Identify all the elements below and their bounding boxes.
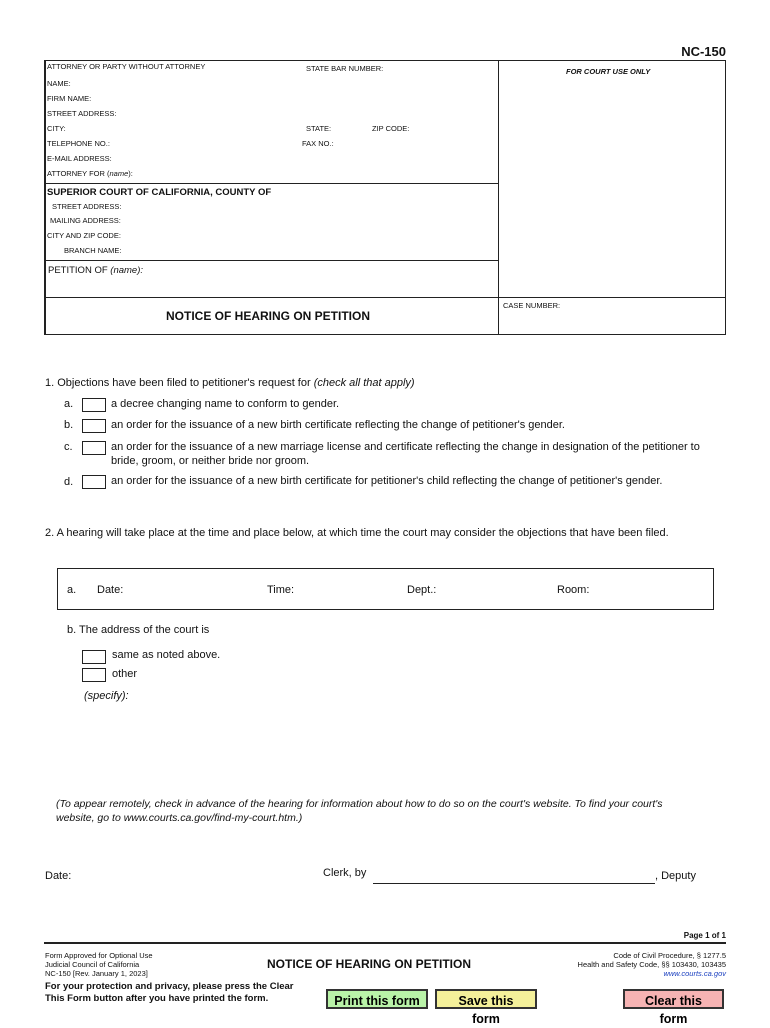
print-form-button[interactable]: Print this form (326, 989, 428, 1009)
header-right-border (725, 60, 726, 334)
protection-note-line2: This Form button after you have printed the form. (45, 993, 269, 1004)
header-bottom-border (44, 334, 726, 335)
item1d-text: an order for the issuance of a new birth certificate for petitioner's child reflecting the change of petitioner's gender. (111, 475, 663, 487)
item1c-text-line2: bride, groom, or neither bride nor groom. (111, 455, 310, 467)
approved-line3: NC-150 [Rev. January 1, 2023] (45, 969, 148, 978)
same-address-checkbox[interactable] (82, 650, 106, 664)
item2-intro: 2. A hearing will take place at the time and place below, at which time the court may consider the objections that have been filed. (45, 527, 669, 539)
signature-date-label: Date: (45, 870, 72, 882)
attorney-label: ATTORNEY OR PARTY WITHOUT ATTORNEY (47, 62, 206, 71)
case-number-label: CASE NUMBER: (503, 301, 561, 310)
header-left-border (44, 60, 46, 334)
attorney-section-bottom (44, 183, 498, 184)
document-title: NOTICE OF HEARING ON PETITION (166, 309, 371, 323)
clerk-label: Clerk, by (323, 867, 367, 879)
zip-label: ZIP CODE: (372, 124, 410, 133)
item1c-letter: c. (64, 441, 73, 453)
approved-line1: Form Approved for Optional Use (45, 951, 153, 960)
courts-link[interactable]: www.courts.ca.gov (663, 969, 726, 978)
remote-note-line1: (To appear remotely, check in advance of the hearing for information about how to do so on the court's website. To find your court's (56, 798, 663, 810)
save-form-button[interactable]: Save this form (435, 989, 537, 1009)
item1b-letter: b. (64, 419, 74, 431)
court-city-label: CITY AND ZIP CODE: (47, 231, 121, 240)
fax-label: FAX NO.: (302, 139, 334, 148)
court-use-divider (498, 60, 499, 334)
attorney-for-prefix: ATTORNEY FOR ( (47, 169, 110, 178)
remote-note-line2: website, go to www.courts.ca.gov/find-my-court.htm.) (56, 812, 303, 824)
item1-intro-text: 1. Objections have been filed to petitioner's request for (45, 377, 311, 389)
item1d-checkbox[interactable] (82, 475, 106, 489)
hearing-a-letter: a. (67, 584, 77, 596)
state-bar-label: STATE BAR NUMBER: (306, 64, 384, 73)
item1a-checkbox[interactable] (82, 398, 106, 412)
item1-intro (45, 377, 415, 389)
code-line2: Health and Safety Code, §§ 103430, 103435 (577, 960, 726, 969)
protection-note-line1: For your protection and privacy, please press the Clear (45, 981, 294, 992)
court-street-label: STREET ADDRESS: (52, 202, 122, 211)
item1c-text: an order for the issuance of a new marriage license and certificate reflecting the change in designation of the petitioner to (111, 441, 700, 453)
other-address-checkbox[interactable] (82, 668, 106, 682)
item1-intro-italic: (check all that apply) (313, 377, 415, 389)
item1b-text: an order for the issuance of a new birth certificate reflecting the change of petitioner's gender. (111, 419, 565, 431)
specify-label: (specify): (84, 690, 129, 702)
attorney-for-name: name (109, 169, 129, 178)
attorney-for-label (47, 169, 133, 178)
phone-label: TELEPHONE NO.: (47, 139, 110, 148)
item1b-checkbox[interactable] (82, 419, 106, 433)
hearing-room-label: Room: (557, 584, 590, 596)
clear-form-button[interactable]: Clear this form (623, 989, 724, 1009)
item1a-text: a decree changing name to conform to gender. (111, 398, 340, 410)
court-address-label: b. The address of the court is (67, 624, 210, 636)
court-use-label: FOR COURT USE ONLY (566, 67, 651, 76)
footer-title: NOTICE OF HEARING ON PETITION (267, 957, 472, 971)
hearing-date-label: Date: (97, 584, 124, 596)
firm-label: FIRM NAME: (47, 94, 92, 103)
page-number: Page 1 of 1 (683, 931, 726, 940)
court-title: SUPERIOR COURT OF CALIFORNIA, COUNTY OF (47, 187, 272, 198)
hearing-dept-label: Dept.: (407, 584, 437, 596)
item1c-checkbox[interactable] (82, 441, 106, 455)
other-address-label: other (112, 668, 138, 680)
email-label: E-MAIL ADDRESS: (47, 154, 112, 163)
name-label: NAME: (47, 79, 71, 88)
header-top-border (44, 60, 726, 61)
code-line1: Code of Civil Procedure, § 1277.5 (613, 951, 726, 960)
petition-of-text: PETITION OF (48, 265, 108, 276)
court-section-bottom (44, 260, 498, 261)
petition-of-name-label: (name): (110, 265, 144, 276)
approved-line2: Judicial Council of California (45, 960, 140, 969)
petition-of-label (48, 265, 143, 276)
hearing-details-box (57, 568, 714, 610)
attorney-for-suffix: ): (128, 169, 133, 178)
street-label: STREET ADDRESS: (47, 109, 117, 118)
clerk-signature-line (373, 883, 655, 884)
item1d-letter: d. (64, 476, 74, 488)
court-branch-label: BRANCH NAME: (64, 246, 122, 255)
form-id: NC-150 (681, 44, 726, 59)
city-label: CITY: (47, 124, 66, 133)
deputy-label: , Deputy (655, 870, 696, 882)
same-address-label: same as noted above. (112, 649, 221, 661)
state-label: STATE: (306, 124, 332, 133)
hearing-time-label: Time: (267, 584, 295, 596)
item1a-letter: a. (64, 398, 74, 410)
footer-rule (44, 942, 726, 944)
court-mailing-label: MAILING ADDRESS: (50, 216, 121, 225)
petition-section-bottom (44, 297, 726, 298)
